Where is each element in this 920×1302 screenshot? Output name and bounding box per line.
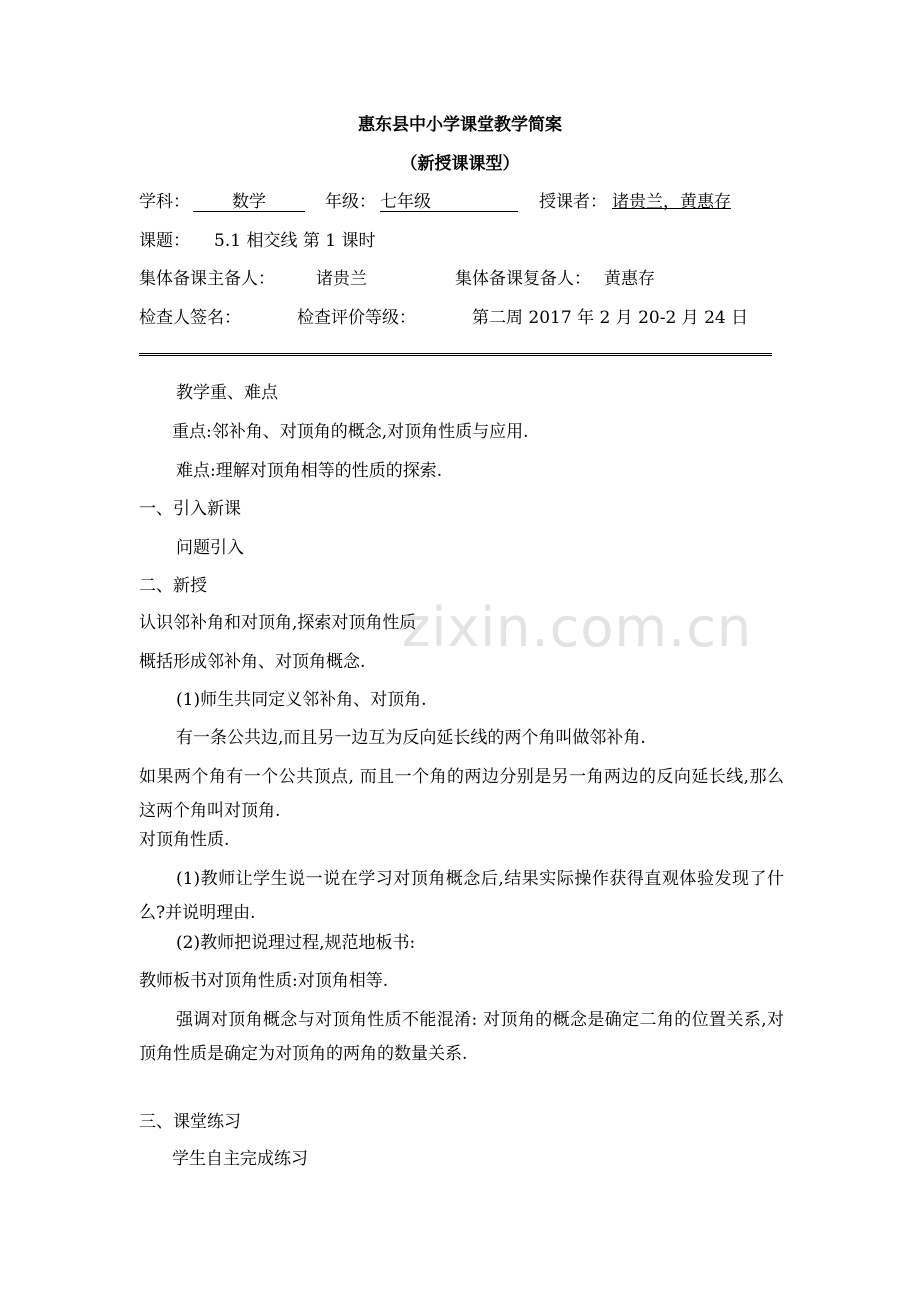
header-divider — [139, 353, 772, 356]
s2-para10: 强调对顶角概念与对顶角性质不能混淆: 对顶角的概念是确定二角的位置关系,对顶角性质是确定为对顶角的两角的数量关系. — [139, 1010, 784, 1064]
focus-key: 重点:邻补角、对顶角的概念,对顶角性质与应用. — [172, 422, 529, 442]
watermark: zixin.com.cn — [402, 596, 753, 659]
topic-label: 课题： — [139, 231, 190, 251]
s2-line2: 概括形成邻补角、对顶角概念. — [139, 652, 366, 672]
main-prep-label: 集体备课主备人： — [139, 269, 275, 289]
s2-line9: 教师板书对顶角性质:对顶角相等. — [139, 971, 389, 991]
section2-heading: 二、新授 — [139, 576, 207, 596]
review-prep-value: 黄惠存 — [604, 269, 655, 289]
s2-line6: 对顶角性质. — [139, 830, 230, 850]
checker-label: 检查人签名： — [139, 308, 241, 328]
rating-label: 检查评价等级： — [297, 308, 416, 328]
teacher-label: 授课者： — [539, 192, 607, 212]
s2-line1: 认识邻补角和对顶角,探索对顶角性质 — [139, 613, 417, 633]
week-info: 第二周 2017 年 2 月 20-2 月 24 日 — [472, 308, 749, 328]
teacher-value: 诸贵兰，黄惠存 — [612, 192, 731, 212]
focus-difficult: 难点:理解对顶角相等的性质的探索. — [176, 461, 443, 481]
subject-label: 学科： — [139, 192, 190, 212]
s2-line4: 有一条公共边,而且另一边互为反向延长线的两个角叫做邻补角. — [176, 728, 646, 748]
section3-item: 学生自主完成练习 — [172, 1149, 308, 1169]
focus-heading: 教学重、难点 — [176, 383, 278, 403]
s2-line8: (2)教师把说理过程,规范地板书: — [176, 933, 416, 953]
subject-value: 数学 — [232, 192, 266, 212]
document-subtitle: （新授课课型） — [400, 154, 520, 174]
section1-item: 问题引入 — [176, 538, 244, 558]
document-title: 惠东县中小学课堂教学简案 — [358, 115, 562, 135]
grade-value: 七年级 — [380, 192, 431, 212]
s2-line3: (1)师生共同定义邻补角、对顶角. — [176, 690, 427, 710]
review-prep-label: 集体备课复备人： — [455, 269, 591, 289]
main-prep-value: 诸贵兰 — [316, 269, 367, 289]
s2-para5: 如果两个角有一个公共顶点, 而且一个角的两边分别是另一角两边的反向延长线,那么这两个角叫对顶角. — [139, 767, 784, 821]
section1-heading: 一、引入新课 — [139, 499, 241, 519]
grade-label: 年级： — [325, 192, 376, 212]
s2-para7: (1)教师让学生说一说在学习对顶角概念后,结果实际操作获得直观体验发现了什么?并说明理由. — [139, 869, 784, 923]
topic-value: 5.1 相交线 第 1 课时 — [214, 231, 376, 251]
section3-heading: 三、课堂练习 — [139, 1112, 241, 1132]
